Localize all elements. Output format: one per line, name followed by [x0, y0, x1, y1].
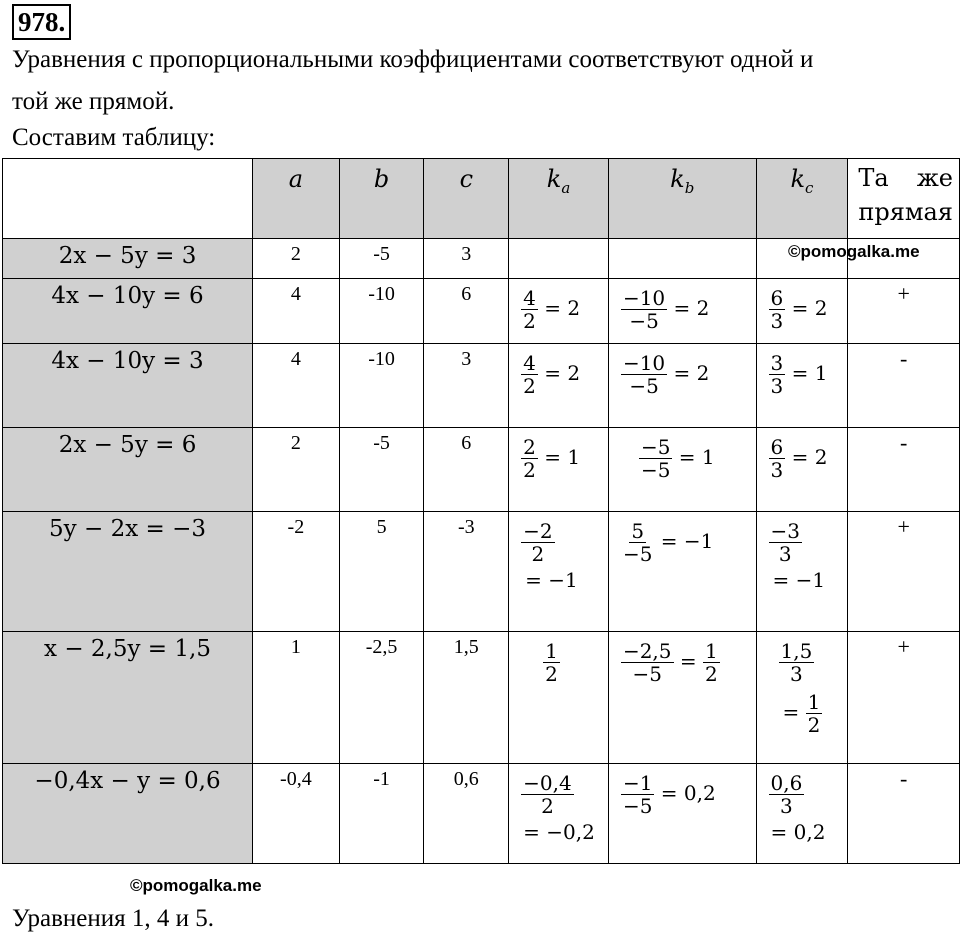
b-cell: 5: [339, 512, 424, 632]
header-kc: $k_c$: [756, 159, 848, 239]
equation-cell: 5y − 2x = −3: [3, 512, 253, 632]
table-row: [3, 428, 960, 512]
same-line-cell: +: [848, 512, 960, 632]
c-cell: 0,6: [424, 764, 509, 864]
kb-cell: [608, 239, 756, 279]
kc-cell: $\frac{0,6}{3}$ = 0,2: [756, 764, 848, 864]
a-cell: 4: [253, 344, 340, 428]
a-cell: 1: [253, 632, 340, 764]
conclusion-text: Уравнения 1, 4 и 5.: [12, 905, 215, 932]
equation-cell: 4x − 10y = 6: [3, 279, 253, 344]
same-line-cell: -: [848, 428, 960, 512]
equation-cell: 4x − 10y = 3: [3, 344, 253, 428]
ka-cell: $\frac{4}{2}$ = 2: [509, 344, 609, 428]
ka-cell: $\frac{1}{2}$: [509, 632, 609, 764]
header-c: c: [424, 159, 509, 239]
intro-line-1: Уравнения с пропорциональными коэффициентами соответствуют одной и: [12, 46, 814, 73]
a-cell: 4: [253, 279, 340, 344]
ka-cell: $\frac{-2}{2}$ = −1: [509, 512, 609, 632]
kc-cell: $\frac{1,5}{3}$ = $\frac{1}{2}$: [756, 632, 848, 764]
header-kb: $k_b$: [608, 159, 756, 239]
b-cell: -2,5: [339, 632, 424, 764]
ka-cell: $\frac{4}{2}$ = 2: [509, 279, 609, 344]
equation-cell: 2x − 5y = 3: [3, 239, 253, 279]
same-line-cell: -: [848, 764, 960, 864]
table-row: [3, 764, 960, 864]
b-cell: -10: [339, 279, 424, 344]
equation-cell: 2x − 5y = 6: [3, 428, 253, 512]
equation-cell: x − 2,5y = 1,5: [3, 632, 253, 764]
ka-cell: $\frac{-0,4}{2}$ = −0,2: [509, 764, 609, 864]
c-cell: 1,5: [424, 632, 509, 764]
a-cell: 2: [253, 239, 340, 279]
b-cell: -5: [339, 428, 424, 512]
kb-cell: $\frac{-1}{-5}$ = 0,2: [608, 764, 756, 864]
header-a: a: [253, 159, 340, 239]
header-ka: $k_a$: [509, 159, 609, 239]
same-line-cell: +: [848, 279, 960, 344]
kb-cell: $\frac{5}{-5}$ = −1: [608, 512, 756, 632]
table-row: [3, 512, 960, 632]
table-caption: Составим таблицу:: [12, 124, 216, 151]
header-same-line: Та же прямая: [848, 159, 960, 239]
c-cell: -3: [424, 512, 509, 632]
c-cell: 6: [424, 428, 509, 512]
header-row: [3, 159, 960, 239]
kc-cell: $\frac{3}{3}$ = 1: [756, 344, 848, 428]
coefficients-table: [2, 158, 960, 864]
c-cell: 3: [424, 239, 509, 279]
same-line-cell: +: [848, 632, 960, 764]
kb-cell: $\frac{-2,5}{-5}$ = $\frac{1}{2}$: [608, 632, 756, 764]
equation-cell: −0,4x − y = 0,6: [3, 764, 253, 864]
same-line-cell: -: [848, 344, 960, 428]
kc-cell: $\frac{-3}{3}$ = −1: [756, 512, 848, 632]
a-cell: -0,4: [253, 764, 340, 864]
ka-cell: [509, 239, 609, 279]
c-cell: 3: [424, 344, 509, 428]
b-cell: -5: [339, 239, 424, 279]
a-cell: 2: [253, 428, 340, 512]
watermark-bottom: ©pomogalka.me: [130, 876, 262, 895]
b-cell: -1: [339, 764, 424, 864]
kb-cell: $\frac{-10}{-5}$ = 2: [608, 344, 756, 428]
exercise-number: 978.: [12, 4, 71, 40]
kc-cell: $\frac{6}{3}$ = 2: [756, 428, 848, 512]
kb-cell: $\frac{-5}{-5}$ = 1: [608, 428, 756, 512]
watermark-top: ©pomogalka.me: [788, 242, 920, 261]
kb-cell: $\frac{-10}{-5}$ = 2: [608, 279, 756, 344]
header-b: b: [339, 159, 424, 239]
table-row: [3, 279, 960, 344]
table-row: [3, 344, 960, 428]
header-empty-cell: [3, 159, 253, 239]
c-cell: 6: [424, 279, 509, 344]
table-row: [3, 632, 960, 764]
intro-line-2: той же прямой.: [12, 88, 175, 115]
kc-cell: $\frac{6}{3}$ = 2: [756, 279, 848, 344]
b-cell: -10: [339, 344, 424, 428]
a-cell: -2: [253, 512, 340, 632]
ka-cell: $\frac{2}{2}$ = 1: [509, 428, 609, 512]
